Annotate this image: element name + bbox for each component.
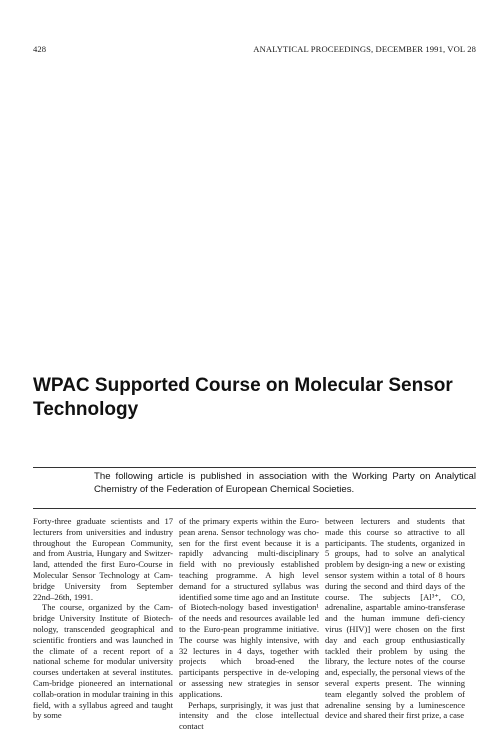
page-number: 428 [33, 44, 47, 54]
journal-running-head: ANALYTICAL PROCEEDINGS, DECEMBER 1991, VOL 28 [253, 44, 476, 54]
top-divider [33, 467, 476, 468]
article-title: WPAC Supported Course on Molecular Sensor Technology [33, 375, 453, 420]
bottom-divider [33, 508, 476, 509]
paragraph: of the primary experts within the Euro-pean arena. Sensor technology was cho-sen for the first event because it is a rapidly advancing multi-disciplinary field with no previously established teaching programme. A high level demand for a structured syllabus was identified some time ago and an Institute of Biotech-nology based investigation¹ of the needs and resources available led to the Euro-pean programme initiative. The course was highly intensive, with 32 lectures in 4 days, together with projects which broad-ened the participants perspective in de-veloping or assessing new strategies in sensor applications. [179, 516, 319, 699]
paragraph: Perhaps, surprisingly, it was just that intensity and the close intellectual contact [179, 699, 319, 732]
paragraph: Forty-three graduate scientists and 17 lecturers from universities and industry throughout the European Community, and from Austria, Hungary and Switzer-land, attended the first Euro-Course in Molecular Sensor Technology at Cam-bridge University from September 22nd–26th, 1991. [33, 516, 173, 602]
body-column-3 [325, 516, 465, 721]
article-intro: The following article is published in association with the Working Party on Analytical Chemistry of the Federation of European Chemical Societies. [94, 471, 476, 495]
body-column-2 [179, 516, 319, 732]
body-column-1 [33, 516, 173, 721]
paragraph: The course, organized by the Cam-bridge University Institute of Biotech-nology, transcended geographical and scientific frontiers and was launched in the climate of a recent report of a national scheme for modular university courses undertaken at several institutes. Cam-bridge pioneered an international collab-oration in modular training in this field, with a syllabus agreed and taught by some [33, 602, 173, 721]
paragraph: between lecturers and students that made this course so attractive to all participants. The students, organized in 5 groups, had to solve an analytical problem by design-ing a new or existing sensor system within a total of 8 hours during the second and third days of the course. The subjects [Al³⁺, CO, adrenaline, aspartable amino-transferase and the human immune defi-ciency virus (HIV)] were chosen on the first day and each group enthusiastically tackled their problem by using the library, the lecture notes of the course and, especially, the personal views of the several experts present. The winning team elegantly solved the problem of adrenaline sensing by a luminescence device and shared their first prize, a case [325, 516, 465, 721]
